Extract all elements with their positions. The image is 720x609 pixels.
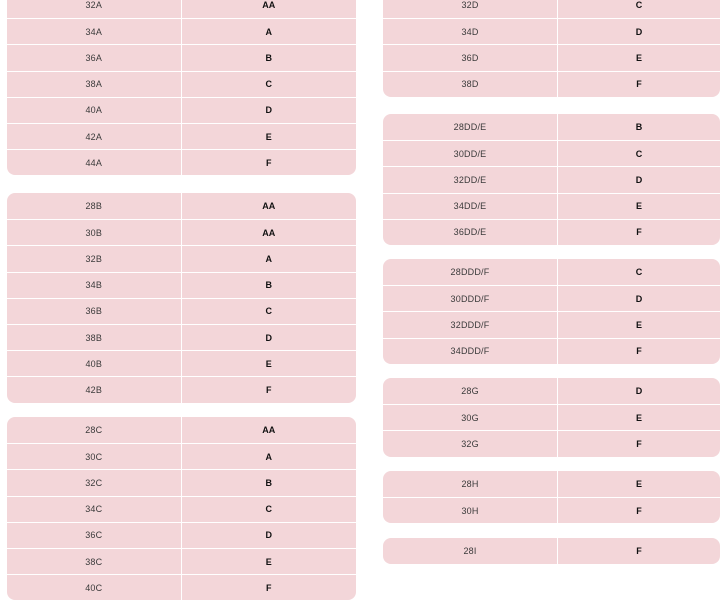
table-row	[383, 219, 720, 245]
size-cell: 28G	[383, 378, 558, 404]
cup-cell: A	[265, 26, 272, 37]
cup-cell: F	[266, 384, 272, 395]
size-cell: 32B	[7, 246, 182, 271]
size-table-band-i	[383, 538, 720, 564]
cup-cell: B	[635, 122, 643, 133]
table-row	[7, 417, 356, 443]
size-table-band-dd	[383, 114, 720, 245]
cup-cell: F	[636, 346, 642, 357]
size-table-band-c	[7, 417, 356, 600]
table-row	[383, 338, 720, 364]
table-row	[383, 285, 720, 311]
size-cell: 32A	[7, 0, 182, 18]
table-row	[7, 219, 356, 245]
table-row	[7, 469, 356, 495]
table-row	[383, 71, 720, 97]
size-cell: 42B	[7, 377, 182, 402]
size-table-band-g	[383, 378, 720, 457]
table-row	[383, 404, 720, 430]
cup-cell: D	[265, 530, 272, 541]
cup-cell: AA	[262, 425, 276, 436]
table-row	[383, 193, 720, 219]
cup-cell: D	[635, 386, 643, 397]
cup-cell: F	[266, 582, 272, 593]
table-row	[7, 443, 356, 469]
cup-cell: D	[265, 332, 272, 343]
table-row	[7, 97, 356, 123]
cup-cell: C	[635, 267, 643, 278]
table-row	[383, 430, 720, 456]
table-row	[7, 44, 356, 70]
table-row	[383, 311, 720, 337]
cup-cell: E	[635, 412, 642, 423]
cup-cell: F	[636, 227, 642, 238]
table-row	[383, 114, 720, 140]
table-row	[383, 497, 720, 523]
size-cell: 30DDD/F	[383, 286, 558, 311]
size-table-band-d	[383, 0, 720, 97]
cup-cell: E	[265, 131, 272, 142]
size-cell: 32D	[383, 0, 558, 18]
table-row	[383, 471, 720, 497]
cup-cell: A	[265, 451, 272, 462]
size-cell: 32C	[7, 470, 182, 495]
cup-cell: C	[635, 0, 643, 11]
size-cell: 36B	[7, 299, 182, 324]
size-cell: 36A	[7, 45, 182, 70]
cup-cell: F	[636, 505, 642, 516]
cup-cell: D	[635, 293, 643, 304]
table-row	[7, 149, 356, 175]
size-cell: 34D	[383, 19, 558, 44]
cup-cell: F	[636, 438, 642, 449]
size-cell: 38A	[7, 72, 182, 97]
table-row	[7, 376, 356, 402]
size-cell: 34B	[7, 273, 182, 298]
cup-cell: C	[265, 306, 272, 317]
table-row	[7, 324, 356, 350]
cup-cell: C	[265, 504, 272, 515]
cup-cell: B	[265, 52, 272, 63]
cup-cell: E	[635, 201, 642, 212]
table-row	[383, 378, 720, 404]
cup-cell: E	[635, 319, 642, 330]
cup-cell: AA	[262, 0, 276, 11]
size-cell: 30G	[383, 405, 558, 430]
size-cell: 30B	[7, 220, 182, 245]
cup-cell: F	[636, 546, 642, 557]
size-cell: 30DD/E	[383, 141, 558, 166]
table-row	[7, 0, 356, 18]
table-row	[383, 18, 720, 44]
cup-cell: A	[265, 253, 272, 264]
table-row	[7, 548, 356, 574]
size-cell: 30C	[7, 444, 182, 469]
table-row	[7, 574, 356, 600]
size-cell: 38C	[7, 549, 182, 574]
size-cell: 32DDD/F	[383, 312, 558, 337]
cup-cell: D	[635, 174, 643, 185]
table-row	[383, 259, 720, 285]
size-cell: 40A	[7, 98, 182, 123]
size-cell: 28B	[7, 193, 182, 219]
size-cell: 36DD/E	[383, 220, 558, 245]
size-cell: 44A	[7, 150, 182, 175]
table-row	[383, 140, 720, 166]
cup-cell: AA	[262, 227, 276, 238]
size-cell: 28C	[7, 417, 182, 443]
size-cell: 42A	[7, 124, 182, 149]
size-cell: 32DD/E	[383, 167, 558, 192]
cup-cell: E	[635, 52, 642, 63]
size-cell: 40C	[7, 575, 182, 600]
size-cell: 30H	[383, 498, 558, 523]
size-cell: 34DD/E	[383, 194, 558, 219]
size-cell: 40B	[7, 351, 182, 376]
table-row	[7, 496, 356, 522]
table-row	[7, 193, 356, 219]
size-table-band-a	[7, 0, 356, 175]
table-row	[383, 44, 720, 70]
table-row	[383, 166, 720, 192]
table-row	[383, 538, 720, 564]
cup-cell: C	[265, 79, 272, 90]
size-cell: 38B	[7, 325, 182, 350]
table-row	[383, 0, 720, 18]
size-cell: 28H	[383, 471, 558, 497]
size-cell: 28DD/E	[383, 114, 558, 140]
cup-cell: E	[265, 556, 272, 567]
cup-cell: F	[636, 79, 642, 90]
cup-cell: B	[265, 280, 272, 291]
table-row	[7, 71, 356, 97]
size-cell: 28I	[383, 538, 558, 564]
size-cell: 32G	[383, 431, 558, 456]
cup-cell: F	[266, 157, 272, 168]
table-row	[7, 123, 356, 149]
size-table-band-b	[7, 193, 356, 403]
size-table-band-h	[383, 471, 720, 523]
cup-cell: D	[635, 26, 643, 37]
cup-cell: AA	[262, 201, 276, 212]
cup-cell: E	[265, 358, 272, 369]
size-table-band-ddd	[383, 259, 720, 364]
size-cell: 36C	[7, 523, 182, 548]
table-row	[7, 298, 356, 324]
cup-cell: B	[265, 477, 272, 488]
cup-cell: E	[635, 479, 642, 490]
size-cell: 36D	[383, 45, 558, 70]
table-row	[7, 18, 356, 44]
size-cell: 34A	[7, 19, 182, 44]
cup-cell: C	[635, 148, 643, 159]
size-cell: 28DDD/F	[383, 259, 558, 285]
cup-cell: D	[265, 105, 272, 116]
table-row	[7, 245, 356, 271]
table-row	[7, 522, 356, 548]
size-cell: 38D	[383, 72, 558, 97]
table-row	[7, 272, 356, 298]
size-cell: 34C	[7, 497, 182, 522]
table-row	[7, 350, 356, 376]
size-cell: 34DDD/F	[383, 339, 558, 364]
